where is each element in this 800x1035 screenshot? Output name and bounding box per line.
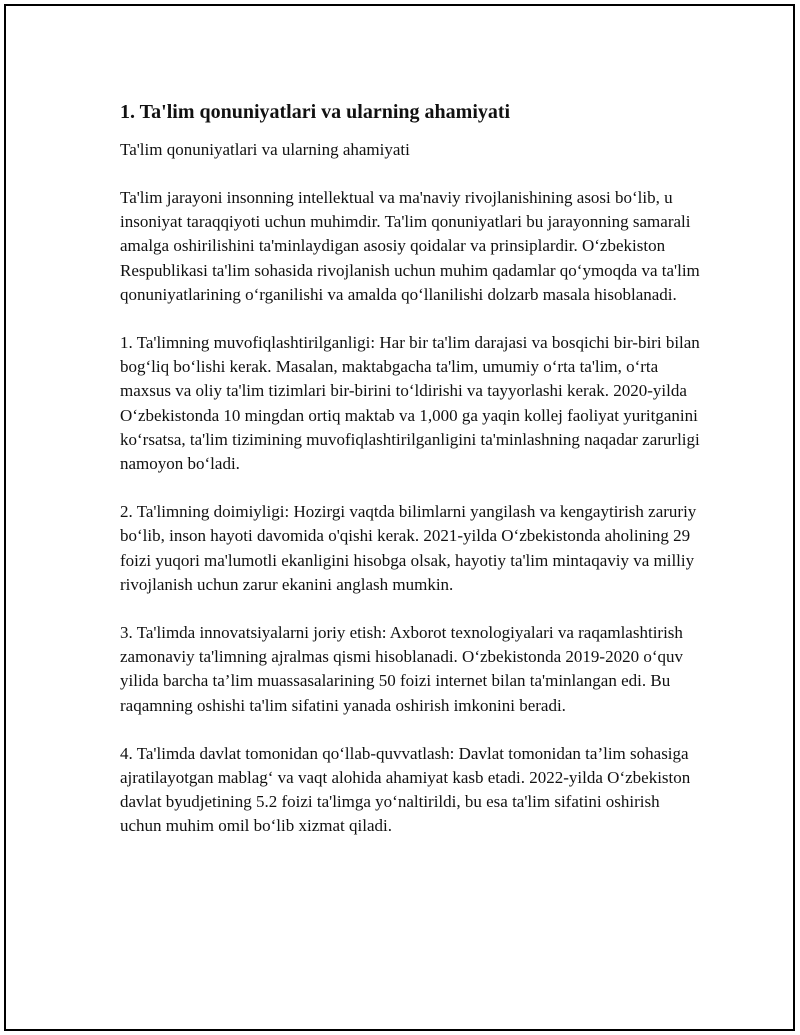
intro-paragraph: Ta'lim jarayoni insonning intellektual va ma'naviy rivojlanishining asosi bo‘lib, u insoniyat taraqqiyoti uchun muhimdir. Ta'lim qonuniyatlari bu jarayonning samarali amalga oshirilishini ta'minlaydigan asosiy qoidalar va prinsiplardir. O‘zbekiston Respublikasi ta'lim sohasida rivojlanish uchun muhim qadamlar qo‘ymoqda va ta'lim qonuniyatlarining o‘rganilishi va amalda qo‘llanilishi dolzarb masala hisoblanadi.: [120, 188, 700, 304]
section-subtitle: Ta'lim qonuniyatlari va ularning ahamiyati: [120, 140, 410, 159]
document-body: [120, 98, 700, 863]
point-2-paragraph: 2. Ta'limning doimiyligi: Hozirgi vaqtda bilimlarni yangilash va kengaytirish zaruriy bo‘lib, inson hayoti davomida o'qishi kerak. 2021-yilda O‘zbekistonda aholining 29 foizi yuqori ma'lumotli ekanligini hisobga olsak, hayotiy ta'lim mintaqaviy va milliy rivojlanish uchun zarur ekanini anglash mumkin.: [120, 502, 697, 594]
point-1-paragraph: 1. Ta'limning muvofiqlashtirilganligi: Har bir ta'lim darajasi va bosqichi bir-biri bilan bog‘liq bo‘lishi kerak. Masalan, maktabgacha ta'lim, umumiy o‘rta ta'lim, o‘rta maxsus va oliy ta'lim tizimlari bir-birini to‘ldirishi va tayyorlashi kerak. 2020-yilda O‘zbekistonda 10 mingdan ortiq maktab va 1,000 ga yaqin kollej faoliyat yuritganini ko‘rsatsa, ta'lim tizimining muvofiqlashtirilganligini ta'minlashning naqadar zarurligi namoyon bo‘ladi.: [120, 333, 700, 474]
point-3-paragraph: 3. Ta'limda innovatsiyalarni joriy etish: Axborot texnologiyalari va raqamlashtirish zamonaviy ta'limning ajralmas qismi hisoblanadi. O‘zbekistonda 2019-2020 o‘quv yilida barcha ta’lim muassasalarining 50 foizi internet bilan ta'minlangan edi. Bu raqamning oshishi ta'lim sifatini yanada oshirish imkonini beradi.: [120, 623, 684, 715]
section-heading: 1. Ta'lim qonuniyatlari va ularning ahamiyati: [120, 101, 511, 123]
point-4-paragraph: 4. Ta'limda davlat tomonidan qo‘llab-quvvatlash: Davlat tomonidan ta’lim sohasiga ajratilayotgan mablag‘ va vaqt alohida ahamiyat kasb etadi. 2022-yilda O‘zbekiston davlat byudjetining 5.2 foizi ta'limga yo‘naltirildi, bu esa ta'lim sifatini oshirish uchun muhim omil bo‘lib xizmat qiladi.: [120, 743, 691, 836]
page-frame: [4, 4, 795, 1031]
